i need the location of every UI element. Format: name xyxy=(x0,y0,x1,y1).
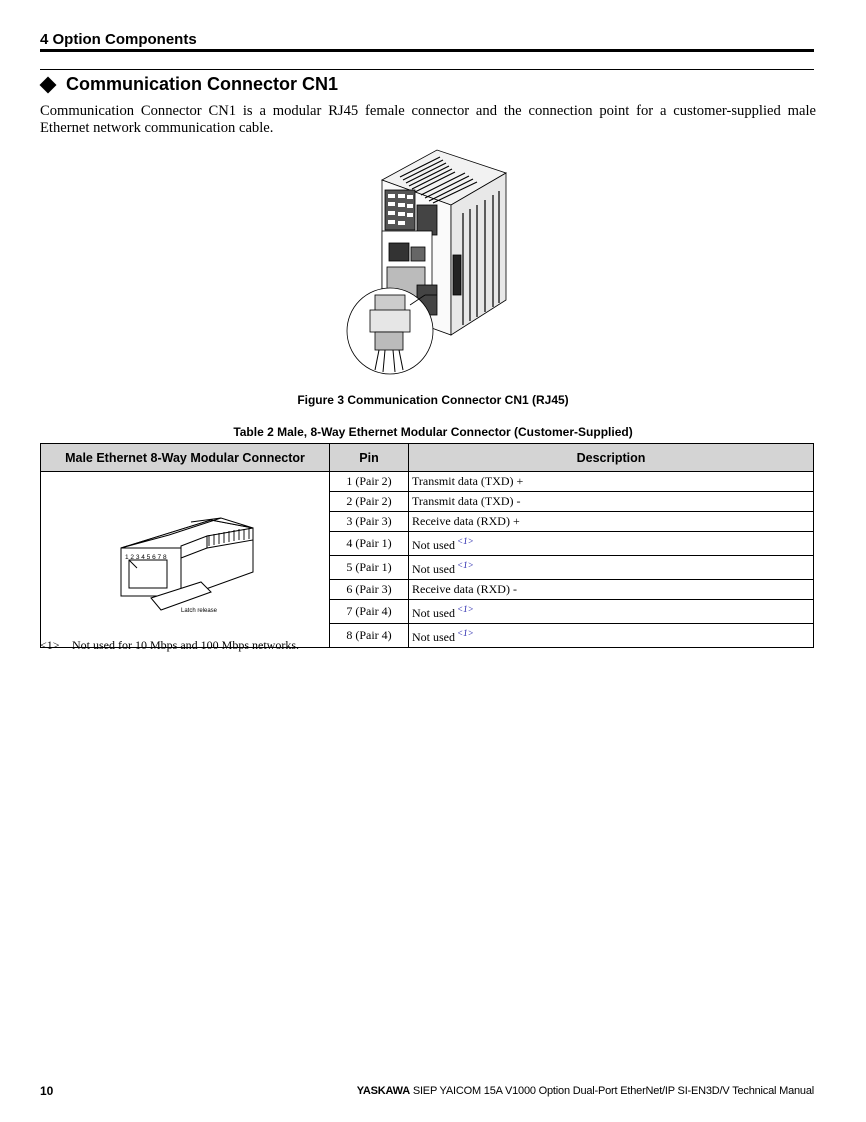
pin-table xyxy=(40,443,814,648)
table-row xyxy=(41,472,814,492)
latch-release-label: Latch release xyxy=(181,607,218,614)
description-text: Transmit data (TXD) - xyxy=(412,494,521,508)
header-rule xyxy=(40,49,814,52)
description-text: Not used xyxy=(412,630,455,644)
diamond-bullet-icon xyxy=(40,76,57,93)
description-cell xyxy=(409,492,814,512)
pin-number-labels: 1 2 3 4 5 6 7 8 xyxy=(125,553,167,561)
connector-diagram-cell xyxy=(41,472,330,648)
footer-manual-title xyxy=(357,1085,814,1097)
pin-cell: 2 (Pair 2) xyxy=(330,492,409,512)
footer-brand: YASKAWA xyxy=(356,1085,410,1097)
description-cell xyxy=(409,472,814,492)
footnote-ref-link[interactable]: <1> xyxy=(457,628,474,638)
description-cell xyxy=(409,580,814,600)
description-cell xyxy=(409,600,814,624)
intro-paragraph: Communication Connector CN1 is a modular RJ45 female connector and the connection point for a customer-supplied male Ethernet network communication cable. xyxy=(40,103,816,136)
footnote-ref-link[interactable]: <1> xyxy=(457,536,474,546)
table-caption: Table 2 Male, 8-Way Ethernet Modular Connector (Customer-Supplied) xyxy=(233,425,633,439)
pin-cell: 3 (Pair 3) xyxy=(330,512,409,532)
header-pin: Pin xyxy=(330,444,409,472)
footer-manual: SIEP YAICOM 15A V1000 Option Dual-Port EtherNet/IP SI-EN3D/V Technical Manual xyxy=(412,1085,814,1097)
section-heading xyxy=(40,74,338,95)
drive-connector-figure xyxy=(345,145,515,380)
description-text: Receive data (RXD) + xyxy=(412,514,520,528)
header-description: Description xyxy=(409,444,814,472)
description-text: Not used xyxy=(412,606,455,620)
footnote xyxy=(40,638,299,653)
pin-cell: 1 (Pair 2) xyxy=(330,472,409,492)
description-text: Not used xyxy=(412,562,455,576)
description-text: Receive data (RXD) - xyxy=(412,582,517,596)
footnote-ref-link[interactable]: <1> xyxy=(457,560,474,570)
description-text: Transmit data (TXD) + xyxy=(412,474,524,488)
section-rule xyxy=(40,69,814,70)
pin-cell: 4 (Pair 1) xyxy=(330,532,409,556)
figure-caption: Figure 3 Communication Connector CN1 (RJ45) xyxy=(297,393,569,407)
pin-cell: 5 (Pair 1) xyxy=(330,556,409,580)
rj45-connector-diagram xyxy=(41,480,328,640)
footnote-text: Not used for 10 Mbps and 100 Mbps networks. xyxy=(72,638,299,652)
pin-cell: 8 (Pair 4) xyxy=(330,624,409,648)
header-connector: Male Ethernet 8-Way Modular Connector xyxy=(41,444,330,472)
chapter-heading: 4 Option Components xyxy=(40,31,197,48)
description-cell xyxy=(409,556,814,580)
page-number: 10 xyxy=(40,1084,54,1098)
description-text: Not used xyxy=(412,538,455,552)
description-cell xyxy=(409,624,814,648)
table-header-row xyxy=(41,444,814,472)
footnote-mark: <1> xyxy=(40,638,60,652)
footnote-ref-link[interactable]: <1> xyxy=(457,604,474,614)
description-cell xyxy=(409,512,814,532)
section-title: Communication Connector CN1 xyxy=(66,74,339,94)
pin-cell: 7 (Pair 4) xyxy=(330,600,409,624)
pin-cell: 6 (Pair 3) xyxy=(330,580,409,600)
description-cell xyxy=(409,532,814,556)
